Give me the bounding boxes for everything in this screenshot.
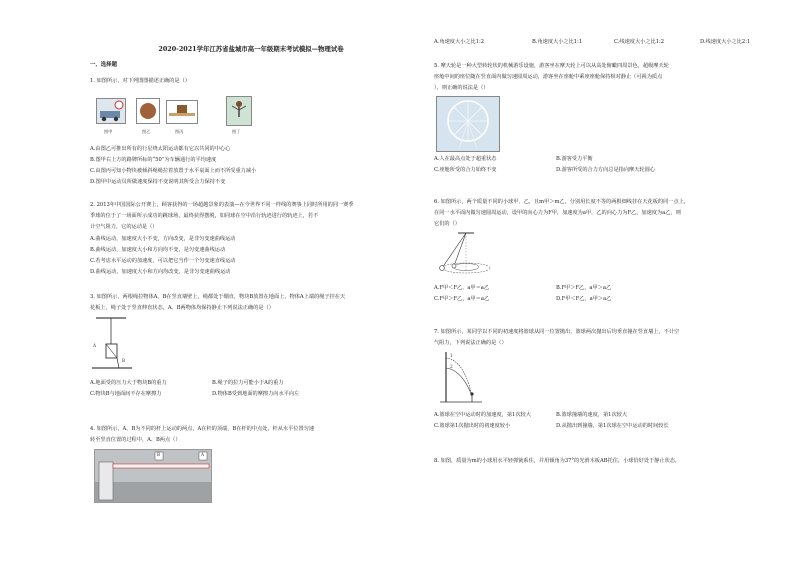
q4-option-d: D.线速度大小之比2:1	[700, 39, 751, 45]
q1-option-d: D.图甲中运动员所做速度保持不变说明其所受合力保持不变	[90, 179, 226, 185]
q3-option-b: B.绳子的拉力可能小于A的重力	[212, 380, 284, 386]
q2-stem-line: 2. 2013年中国国际公开赛上，顾客获得的一场超越景象的表演—在今世界不同一样线的赛事上同时所用的同一赛季	[90, 202, 354, 208]
q4-option-c: C.线速度大小之比1:2	[614, 39, 665, 45]
q2-option-a: A.曲线运动，加速度大小不变，方向改变，是非匀变速曲线运动	[90, 236, 236, 242]
q1-option-a: A.由图乙可推出所有的行星绕太阳运动都有它以共同的中心心	[90, 146, 231, 152]
fig-label: 图乙	[142, 129, 151, 134]
block-diagonal	[106, 344, 117, 358]
ball	[470, 392, 473, 395]
q5-option-d: D.游客所受的合力方向总是指向摩天轮圆心	[556, 167, 655, 173]
q5-option-a: A.人在最高点处于超重状态	[434, 156, 497, 162]
car-wheel	[102, 117, 106, 121]
car-body	[100, 111, 120, 118]
support	[117, 358, 119, 368]
car-sign-image	[97, 99, 125, 123]
q5-option-c: C.座舱所受的合力始终不变	[434, 167, 497, 173]
q6-option-c: C.F甲＞F乙，a甲＝a乙	[434, 296, 490, 302]
q6-stem-line: 6. 如图所示，两个质量不同的小球甲、乙，且m甲＞m乙，分别用长度不等的两根细线挂在天花板的同一点上，	[434, 199, 690, 205]
block-image	[167, 101, 197, 123]
q7-basketball-diagram	[440, 352, 482, 404]
ball-yi	[452, 264, 456, 268]
string-yi	[454, 233, 466, 266]
barrier-gate-image	[95, 450, 211, 502]
ball-jia	[440, 266, 445, 271]
fig-label-b: B	[157, 452, 161, 457]
barrier-arm	[113, 464, 209, 468]
page-title: 2020-2021学年江苏省盐城市高一年级期末考试模拟—物理试卷	[158, 45, 344, 53]
q3-stem-line: 花板上，绳子处于竖直伸直状态，A、B两物体均保持静止下列说法正确的是（）	[90, 305, 274, 311]
q7-option-a: A.篮球在空中运动时的加速度，第1次较大	[434, 412, 531, 418]
trajectory-2	[446, 368, 472, 396]
q7-option-b: B.篮球撞墙的速度，第1次较大	[556, 412, 628, 418]
fig-label: 图甲	[104, 129, 113, 134]
q4-stem-line: 4. 如图所示，A、B为不同的杆上运动的两点，A在杆的顶端，B在杆的中点处，杆从水平位置匀速	[90, 426, 315, 432]
q5-option-b: B.游客受力平衡	[556, 156, 593, 162]
q5-ferris-wheel-photo	[436, 96, 500, 152]
speed-sign	[115, 101, 123, 109]
q3-stem-line: 3. 如图所示，两根绳拉物体A、B在竖直墙壁上，绳都处于绷直，物块B放置在地面上，物体A上端的绳子挂在天	[90, 294, 346, 300]
q7-stem-line: 气阻力，下列说法正确的是（）	[434, 340, 507, 346]
fig-label-2: 2	[450, 364, 453, 369]
fig-label-b: B	[122, 358, 126, 363]
q4-option-b: B.角速度大小之比1:1	[532, 39, 583, 45]
q3-diagram	[92, 318, 132, 370]
car-wheel	[114, 117, 118, 121]
q2-stem-line: 计空气阻力，它的运动是（）	[90, 224, 158, 230]
fig-label: 图丁	[232, 129, 241, 134]
q3-option-d: D.物体B受到地面的摩擦力向水平向左	[212, 391, 300, 397]
q3-option-c: C.物块B与地面间不存在摩擦力	[90, 391, 162, 397]
planet-sphere	[140, 103, 156, 119]
q2-option-b: B.曲线运动，加速度大小和方向均不变，是匀变速曲线运动	[90, 247, 226, 253]
q1-option-c: C.由图丙可知小物块被倾斜绳绳拉着放置于水平桌面上而不所受重力减小	[90, 168, 257, 174]
q2-option-c: C.若考虑水平运动的加速度，可以把它当作一个匀变速直线运动	[90, 258, 236, 264]
q1-figure-car	[96, 98, 126, 124]
planet-image	[137, 99, 159, 123]
q4-stem-line: 转至竖直位置的过程中，A、B两点（）	[90, 437, 181, 443]
q5-stem-line: 座舱中间的座位随在竖直面内做匀速圆周运动，游客坐在座舱中乘座座舱保持相对静止（可视为质点	[434, 74, 663, 80]
table-top	[169, 113, 195, 116]
q5-stem-line: ），则正确的说法是（）	[434, 85, 489, 91]
q4-barrier-photo	[94, 449, 212, 503]
gate-post	[99, 462, 113, 500]
q7-stem-line: 7. 如图所示，某同学以不同的初速度将篮球从同一位置抛出，篮球两次抛出后均垂直撞在竖直墙上，不计空	[434, 329, 680, 335]
q2-stem-line: 季球的位于了一场面所示成功的跳球场，最终获得摆脱，如同球在空中沿行轨迹进行的轨迹上，若不	[90, 213, 319, 219]
section-heading: 一、选择题	[90, 62, 117, 68]
fig-label: 图丙	[175, 129, 184, 134]
q6-option-a: A.F甲＜F乙，a甲＝a乙	[434, 285, 490, 291]
q1-figure-ball	[136, 98, 160, 124]
q1-option-b: B.图甲右上方的路牌所标的“50”为车辆通行的平均速度	[90, 157, 217, 163]
block	[177, 105, 187, 113]
q1-figure-block	[166, 100, 198, 124]
q5-stem-line: 5. 摩天轮是一种大型转轮状的机械游乐设施，游客坐在摩天轮上可以从高处俯瞰四周景色，超级摩天轮	[434, 63, 669, 69]
q2-option-d: D.曲线运动，加速度大小和方向均改变，是非匀变速曲线运动	[90, 269, 231, 275]
q4-option-a: A.角速度大小之比1:2	[434, 39, 485, 45]
q6-option-b: B.F甲＞F乙，a甲＞a乙	[556, 285, 612, 291]
ferris-wheel-image	[437, 97, 499, 151]
athlete-image	[227, 97, 251, 125]
q6-stem-line: 它们的（）	[434, 221, 460, 227]
athlete-head	[236, 101, 242, 107]
fig-label-a: A	[201, 452, 205, 457]
q3-option-a: A.地面受的压力大于物块B的重力	[90, 380, 167, 386]
q8-stem: 8. 如图，质量为m的小球用水平轻弹簧系住，并用倾角为37°的光滑木板AB托住，小球恰好处于静止状态，	[434, 458, 681, 464]
q6-stem-line: 在同一水平面内做匀速圆周运动，设甲的向心力为F甲，加速度为a甲，乙的向心力为F乙，加速度为a乙，则	[434, 210, 681, 216]
q7-option-d: D.从抛出到撞墙，第1次球在空中运动的时间较长	[556, 423, 669, 429]
string-jia	[442, 233, 466, 268]
q6-option-d: D.F甲＜F乙，a甲＞a乙	[556, 296, 612, 302]
q1-stem: 1. 如图所示，对下列图图描述正确的是（）	[90, 78, 190, 84]
q6-conical-pendulum-diagram	[436, 232, 512, 278]
q1-figure-athlete	[226, 96, 252, 126]
q7-option-c: C.篮球第1次抛出时的初速度较小	[434, 423, 511, 429]
fig-label-1: 1	[450, 353, 453, 358]
fig-label-a: A	[93, 343, 97, 348]
